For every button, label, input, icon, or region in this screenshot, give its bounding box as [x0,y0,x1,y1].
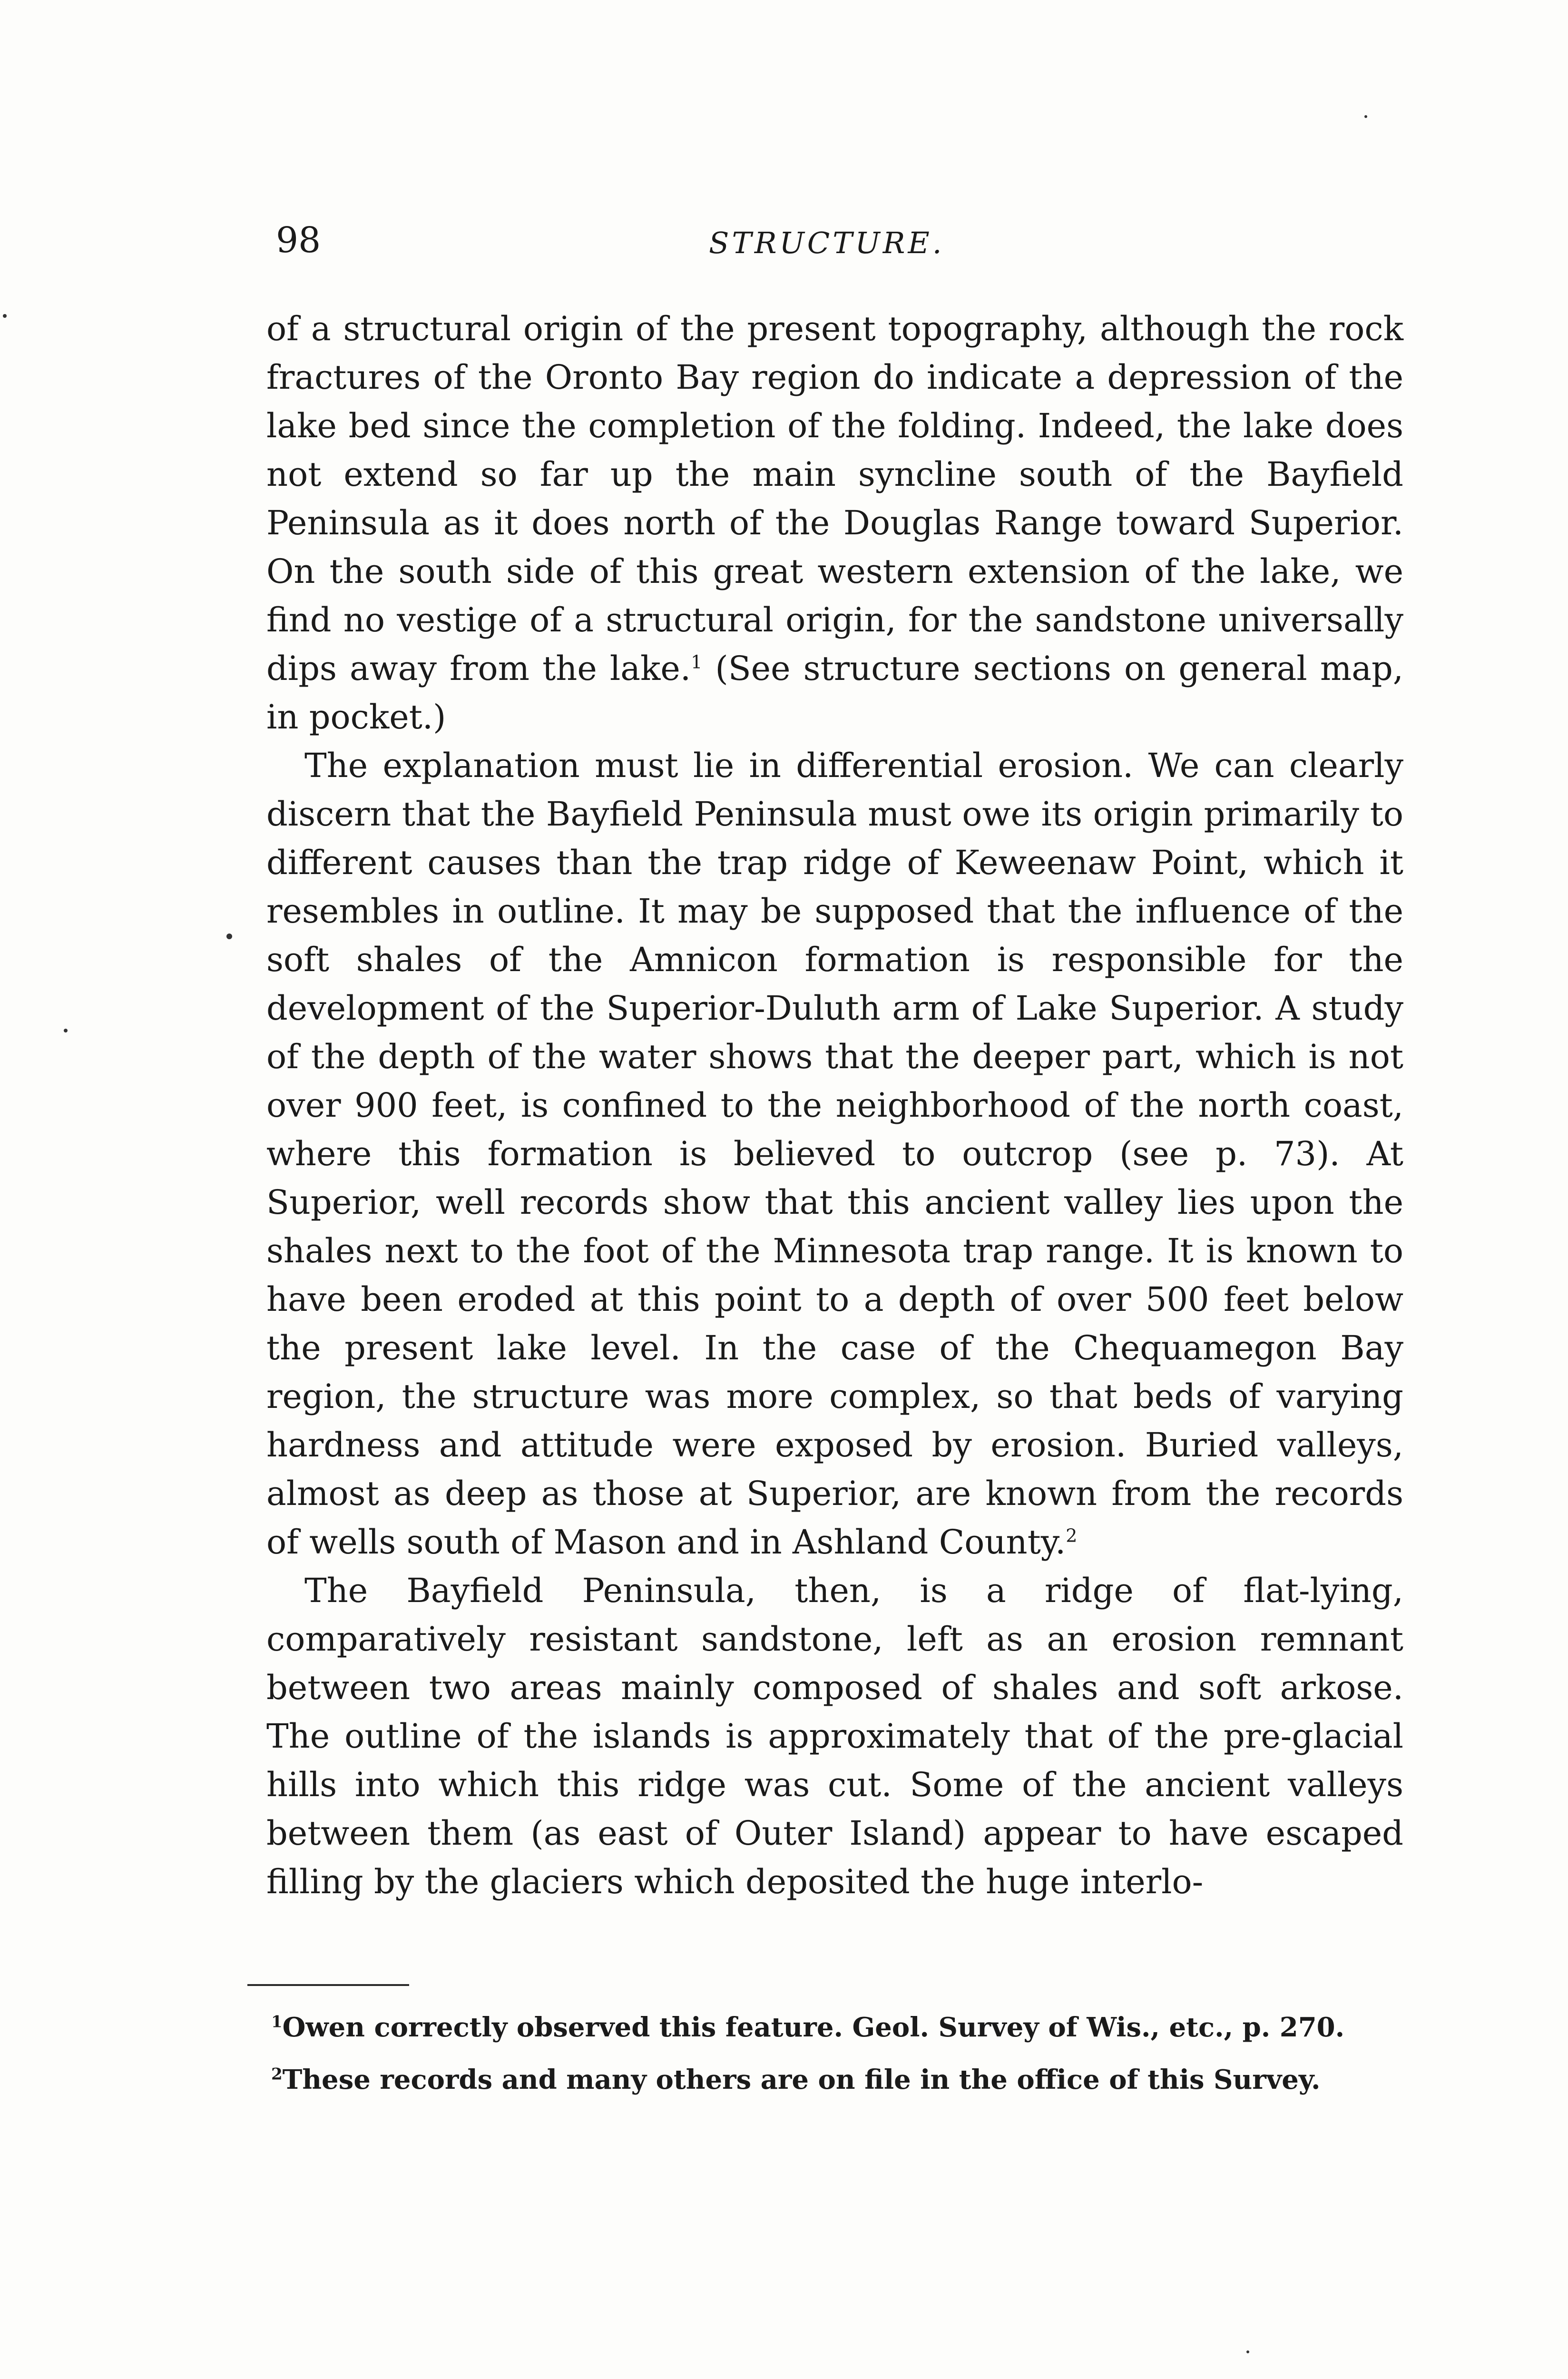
scan-speck [226,934,232,939]
footnote-ref-1: 1 [691,651,703,673]
paragraph-1-text: of a structural origin of the present topography, although the rock fractures of the Oronto Bay region do indicate a depression of the lake bed since the completion of the folding. Indeed, the lake does not extend so far up the main syncline south of the Bayfield Peninsula as it does north of the Douglas Range toward Superior. On the south side of this great western extension of the lake, we find no vestige of a structural origin, for the sandstone universally dips away from the lake. [266,309,1403,688]
paragraph-1-text-after: (See structure sections on general map, in pocket.) [266,649,1404,737]
section-title: STRUCTURE. [709,226,945,260]
scan-speck [1364,115,1367,118]
paragraph-3 [266,1566,1403,1906]
scan-speck [64,1029,68,1032]
footnote-ref-2: 2 [1066,1525,1078,1546]
footnote-1-text: Owen correctly observed this feature. Geol. Survey of Wis., etc., p. 270. [282,2012,1345,2043]
footnote-1 [238,2008,1399,2047]
page-number: 98 [276,220,321,261]
paragraph-3-text: The Bayfield Peninsula, then, is a ridge of flat-lying, comparatively resistant sandstone, left as an erosion remnant between two areas mainly composed of shales and soft arkose. The outline of the islands is approximately that of the pre-glacial hills into which this ridge was cut. Some of the ancient valleys between them (as east of Outer Island) appear to have escaped filling by the glaciers which deposited the huge interlo- [266,1571,1403,1901]
scan-speck [3,314,7,318]
footnote-2 [238,2060,1399,2099]
footnote-divider [247,1984,409,1986]
footnote-1-marker: 1 [271,2012,283,2032]
paragraph-2-text: The explanation must lie in differential erosion. We can clearly discern that the Bayfield Peninsula must owe its origin primarily to different causes than the trap ridge of Keweenaw Point, which it resembles in outline. It may be supposed that the influence of the soft shales of the Amnicon formation is responsible for the development of the Superior-Duluth arm of Lake Superior. A study of the depth of the water shows that the deeper part, which is not over 900 feet, is confined to the neighborhood of the north coast, where this formation is believed to outcrop (see p. 73). At Superior, well records show that this ancient valley lies upon the shales next to the foot of the Minnesota trap range. It is known to have been eroded at this point to a depth of over 500 feet below the present lake level. In the case of the Chequamegon Bay region, the structure was more complex, so that beds of varying hardness and attitude were exposed by erosion. Buried valleys, almost as deep as those at Superior, are known from the records of wells south of Mason and in Ashland County. [266,746,1403,1562]
paragraph-1 [266,305,1403,741]
footnote-2-marker: 2 [271,2064,283,2084]
footnote-2-text: These records and many others are on file in the office of this Survey. [282,2064,1321,2095]
body-text [266,305,1403,1906]
running-head [266,219,1408,262]
paragraph-2 [266,741,1403,1566]
footnotes [238,2008,1399,2113]
scan-speck [1246,2350,1249,2353]
